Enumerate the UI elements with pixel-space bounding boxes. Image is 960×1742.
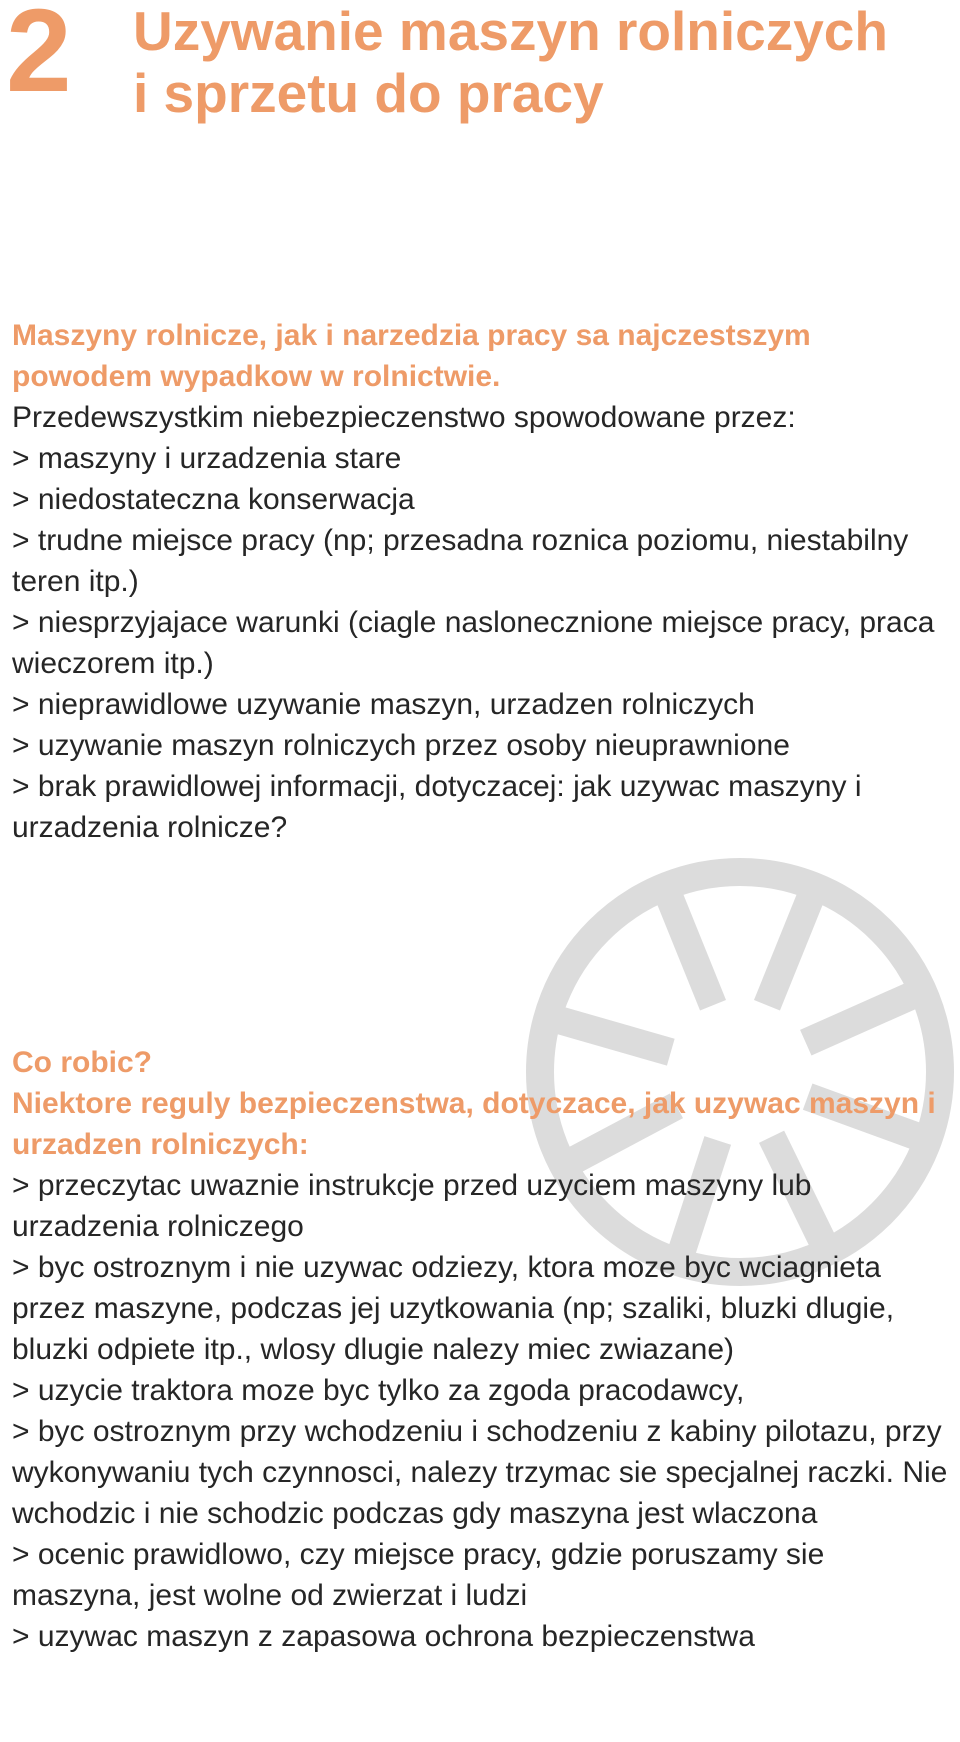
action-line: > przeczytac uwaznie instrukcje przed uzyciem maszyny lub urzadzenia rolniczego — [12, 1169, 812, 1243]
intro-section — [12, 315, 952, 848]
action-lead: Niektore reguly bezpieczenstwa, dotyczace, jak uzywac maszyn i urzadzen rolniczych: — [12, 1087, 936, 1161]
chapter-title: Uzywanie maszyn rolniczych i sprzetu do pracy — [133, 0, 888, 124]
action-line: > byc ostroznym przy wchodzeniu i schodzeniu z kabiny pilotazu, przy wykonywaniu tych czynnosci, nalezy trzymac sie specjalnej raczki. Nie wchodzic i nie schodzic podczas gdy maszyna jest wlaczona — [12, 1415, 948, 1530]
intro-lead: Maszyny rolnicze, jak i narzedzia pracy sa najczestszym powodem wypadkow w rolnictwie. — [12, 319, 811, 393]
action-line: > uzywac maszyn z zapasowa ochrona bezpieczenstwa — [12, 1620, 755, 1653]
action-line: > ocenic prawidlowo, czy miejsce pracy, gdzie poruszamy sie maszyna, jest wolne od zwierzat i ludzi — [12, 1538, 825, 1612]
intro-line: > uzywanie maszyn rolniczych przez osoby nieuprawnione — [12, 729, 790, 762]
intro-line: > trudne miejsce pracy (np; przesadna roznica poziomu, niestabilny teren itp.) — [12, 524, 909, 598]
intro-line: > maszyny i urzadzenia stare — [12, 442, 402, 475]
action-line: > byc ostroznym i nie uzywac odziezy, ktora moze byc wciagnieta przez maszyne, podczas jej uzytkowania (np; szaliki, bluzki dlugie, bluzki odpiete itp., wlosy dlugie nalezy miec zwiazane) — [12, 1251, 895, 1366]
intro-line: > brak prawidlowej informacji, dotyczacej: jak uzywac maszyny i urzadzenia rolnicze? — [12, 770, 862, 844]
section-question: Co robic? — [12, 1046, 152, 1079]
action-line: > uzycie traktora moze byc tylko za zgoda pracodawcy, — [12, 1374, 745, 1407]
chapter-number: 2 — [6, 0, 68, 117]
intro-line: Przedewszystkim niebezpieczenstwo spowodowane przez: — [12, 401, 796, 434]
intro-line: > nieprawidlowe uzywanie maszyn, urzadzen rolniczych — [12, 688, 755, 721]
intro-line: > niedostateczna konserwacja — [12, 483, 415, 516]
intro-line: > niesprzyjajace warunki (ciagle naslonecznione miejsce pracy, praca wieczorem itp.) — [12, 606, 935, 680]
action-section — [12, 1042, 952, 1657]
